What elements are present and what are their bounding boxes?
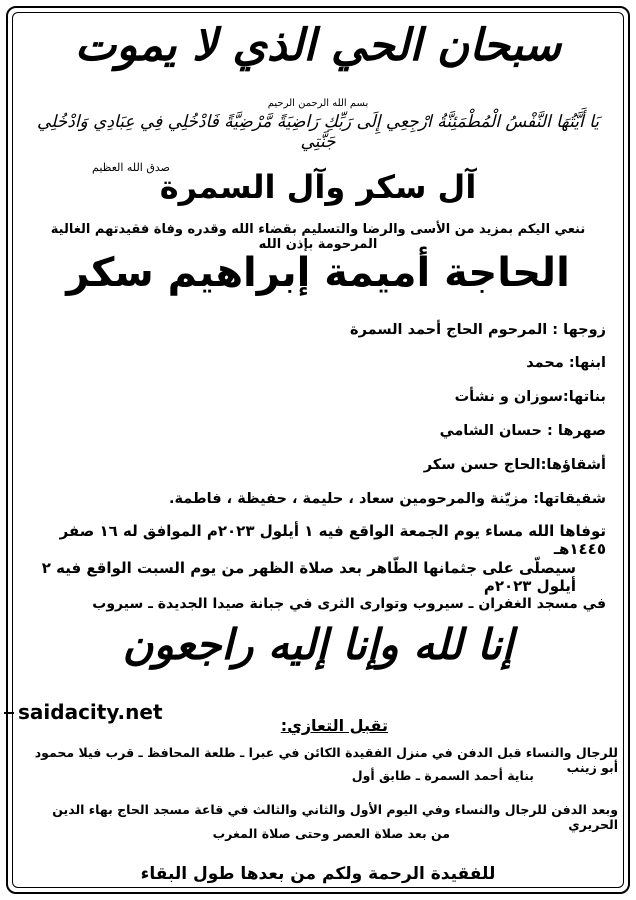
funeral-prayer-line: سيصلّى على جثمانها الطّاهر بعد صلاة الظهر من يوم السبت الواقع فيه ٢ أيلول ٢٠٢٣م bbox=[41, 559, 576, 595]
inna-calligraphy: إنا لله وإنا إليه راجعون bbox=[122, 620, 514, 669]
deceased-name: الحاجة أميمة إبراهيم سكر bbox=[66, 250, 570, 296]
condolences-line: وبعد الدفن للرجال والنساء وفي اليوم الأول والثاني والثالث في قاعة مسجد الحاج بهاء الدين الحريري bbox=[52, 802, 618, 832]
announcement: ننعي اليكم بمزيد من الأسى والرضا والتسليم بقضاء الله وقدره وفاة فقيدتهم الغالية المرحومة بإذن الله bbox=[50, 222, 586, 252]
family-name: آل سكر وآل السمرة bbox=[159, 168, 477, 206]
relative-husband: زوجها : المرحوم الحاج أحمد السمرة bbox=[350, 322, 606, 338]
sadaq-text: صدق الله العظيم bbox=[92, 161, 170, 174]
death-date-line: توفاها الله مساء يوم الجمعة الواقع فيه ١ أيلول ٢٠٢٣م الموافق له ١٦ صفر ١٤٤٥هـ bbox=[59, 522, 606, 558]
calligraphy-title: سبحان الحي الذي لا يموت bbox=[74, 20, 562, 71]
quran-verse: يَا أَيَّتُهَا النَّفْسُ الْمُطْمَئِنَّةُ ارْجِعِي إِلَى رَبِّكِ رَاضِيَةً مَّرْضِيَّةً فَادْخُلِي فِي عِبَادِي وَادْخُلِي جَنَّتِي bbox=[36, 112, 600, 152]
condolences-heading bbox=[0, 716, 388, 735]
basmala: بسم الله الرحمن الرحيم bbox=[267, 98, 369, 109]
condolences-line: من بعد صلاة العصر وحتى صلاة المغرب bbox=[212, 826, 450, 841]
relative-sisters: شقيقاتها: مزيّنة والمرحومين سعاد ، حليمة ، حفيظة ، فاطمة. bbox=[169, 491, 606, 507]
relative-son: ابنها: محمد bbox=[526, 355, 606, 371]
condolences-line: بناية أحمد السمرة ـ طابق أول bbox=[351, 768, 534, 783]
relative-brothers: أشقاؤها:الحاج حسن سكر bbox=[423, 457, 606, 473]
website-watermark: saidacity.net bbox=[14, 700, 167, 724]
condolences-line: للرجال والنساء قبل الدفن في منزل الفقيدة الكائن في عبرا ـ طلعة المحافظ ـ قرب فيلا محمود أبو زينب bbox=[34, 745, 618, 775]
closing-line: للفقيدة الرحمة ولكم من بعدها طول البقاء bbox=[140, 864, 496, 884]
relative-son-in-law: صهرها : حسان الشامي bbox=[439, 423, 606, 439]
condolences-heading-text: تقبل التعازي: bbox=[280, 716, 388, 735]
burial-location-line: في مسجد الغفران ـ سيروب وتوارى الثرى في جبانة صيدا الجديدة ـ سيروب bbox=[92, 596, 606, 612]
relative-daughters: بناتها:سوزان و نشأت bbox=[454, 389, 606, 405]
